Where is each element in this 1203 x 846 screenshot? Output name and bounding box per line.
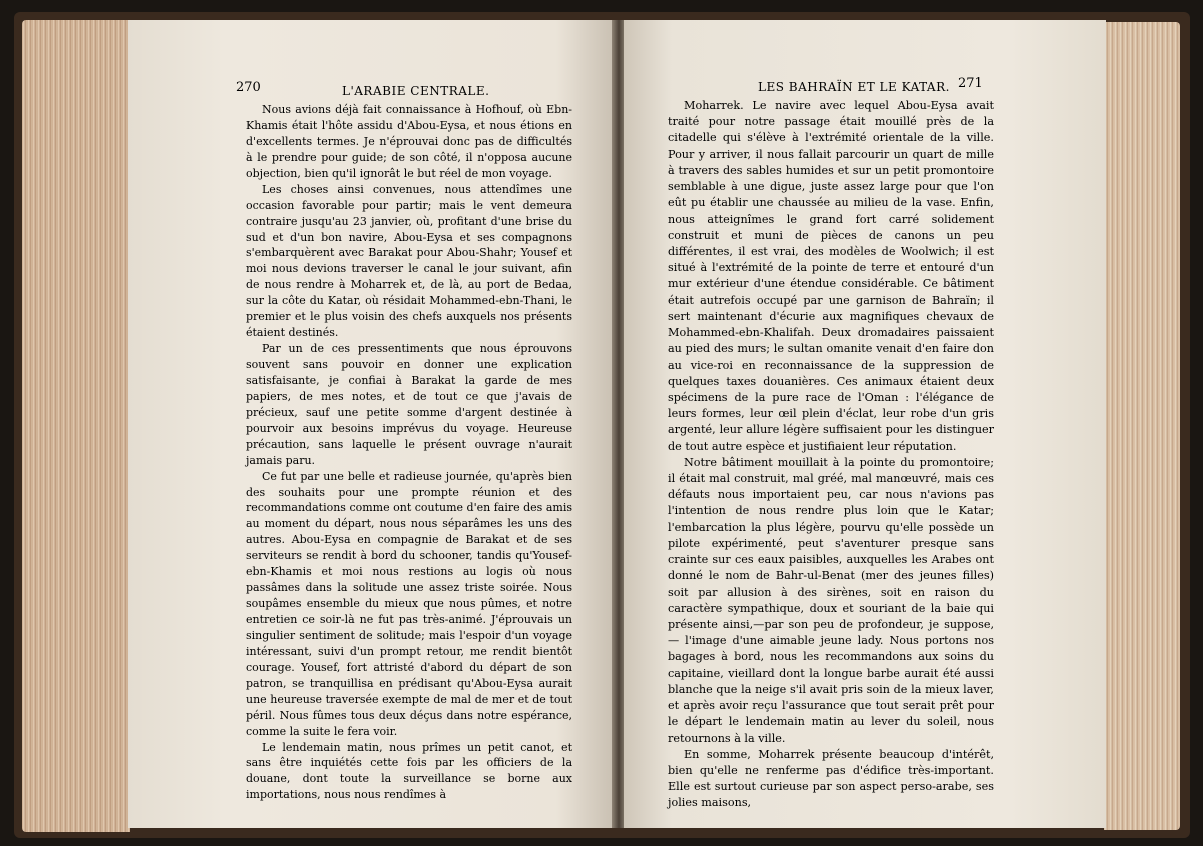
paragraph: Ce fut par une belle et radieuse journée, qu'après bien des souhaits pour une prompte réunion et des recommandations comme ont coutume d'en faire des amis au moment du départ, nous nous séparâmes les uns des autres. Abou-Eysa en compagnie de Barakat et de ses serviteurs se rendit à bord du schooner, tandis qu'Yousef-ebn-Khamis et moi nous restions au logis où nous passâmes dans la solitude une assez triste soirée. Nous soupâmes ensemble du mieux que nous pûmes, et notre entretien ce soir-là ne fut pas très-animé. J'éprouvais un singulier sentiment de solitude; mais l'espoir d'un voyage intéressant, suivi d'un prompt retour, me rendit bientôt courage. Yousef, fort attristé d'abord du départ de son patron, se tranquillisa en prédisant qu'Abou-Eysa aurait une heureuse traversée exempte de mal de mer et de tout péril. Nous fûmes tous deux déçus dans notre espérance, comme la suite le fera voir. (246, 469, 572, 738)
paragraph: Par un de ces pressentiments que nous éprouvons souvent sans pouvoir en donner une explication satisfaisante, je confiai à Barakat la garde de mes papiers, de mes notes, et de tout ce que j'avais de précieux, sauf une petite somme d'argent destinée à pourvoir aux besoins imprévus du voyage. Heureuse précaution, sans laquelle le présent ouvrage n'aurait jamais paru. (246, 342, 572, 467)
paragraph: Notre bâtiment mouillait à la pointe du promontoire; il était mal construit, mal gréé, mal manœuvré, mais ces défauts nous importaient peu, car nous n'avions pas l'intention de nous rendre plus loin que le Katar; l'embarcation la plus légère, pourvu qu'elle possède un pilote expérimenté, peut s'aventurer presque sans crainte sur ces eaux paisibles, auxquelles les Arabes ont donné le nom de Bahr-ul-Benat (mer des jeunes filles) soit par allusion à des sirènes, soit en raison du caractère sympathique, doux et souriant de la baie qui présente ainsi,—par son peu de profondeur, je suppose, — l'image d'une aimable jeune lady. Nous portons nos bagages à bord, nous les recommandons aux soins du capitaine, vieillard dont la longue barbe aurait été aussi blanche que la neige s'il avait pris soin de la mieux laver, et après avoir reçu l'assurance que tout serait prêt pour le départ le lendemain matin au lever du soleil, nous retournons à la ville. (668, 455, 994, 745)
page-edges-right (1104, 22, 1180, 830)
paragraph: Nous avions déjà fait connaissance à Hofhouf, où Ebn-Khamis était l'hôte assidu d'Abou-Eysa, et nous étions en d'excellents termes. Je n'éprouvai donc pas de difficultés à le prendre pour guide; de son côté, il n'opposa aucune objection, bien qu'il ignorât le but réel de mon voyage. (246, 103, 572, 180)
paragraph: Moharrek. Le navire avec lequel Abou-Eysa avait traité pour notre passage était mouillé près de la citadelle qui s'élève à l'extrémité orientale de la ville. Pour y arriver, il nous fallait parcourir un quart de mille à travers des sables humides et sur un petit promontoire semblable à une digue, juste assez large pour que l'on eût pu établir une chaussée au milieu de la vase. Enfin, nous atteignîmes le grand fort carré solidement construit et muni de pièces de canons un peu différentes, il est vrai, des modèles de Woolwich; il est situé à l'extrémité de la pointe de terre et entouré d'un mur extérieur d'une étendue considérable. Ce bâtiment était autrefois occupé par une garnison de Bahraïn; il sert maintenant d'écurie aux magnifiques chevaux de Mohammed-ebn-Khalifah. Deux dromadaires paissaient au pied des murs; le sultan omanite venait d'en faire don au vice-roi en reconnaissance de la suppression de quelques taxes douanières. Ces animaux étaient deux spécimens de la pure race de l'Oman : l'élégance de leurs formes, leur œil plein d'éclat, leur robe d'un gris argenté, leur allure légère suffisaient pour les distinguer de tout autre espèce et justifiaient leur réputation. (668, 99, 994, 453)
left-running-head: L'ARABIE CENTRALE. (342, 84, 490, 98)
right-page-number: 271 (958, 76, 983, 91)
paragraph: En somme, Moharrek présente beaucoup d'intérêt, bien qu'elle ne renferme pas d'édifice très-important. Elle est surtout curieuse par son aspect perso-arabe, ses jolies maisons, (668, 747, 994, 810)
left-body-text (246, 102, 572, 803)
right-body-text (668, 98, 994, 812)
page-edges-left (22, 20, 130, 832)
paragraph: Les choses ainsi convenues, nous attendîmes une occasion favorable pour partir; mais le vent demeura contraire jusqu'au 23 janvier, où, profitant d'une brise du sud et d'un bon navire, Abou-Eysa et ses compagnons s'embarquèrent avec Barakat pour Abou-Shahr; Yousef et moi nous devions traverser le canal le jour suivant, afin de nous rendre à Moharrek et, de là, au port de Bedaa, sur la côte du Katar, où résidait Mohammed-ebn-Thani, le premier et le plus voisin des chefs auxquels nos présents étaient destinés. (246, 182, 572, 340)
paragraph: Le lendemain matin, nous prîmes un petit canot, et sans être inquiétés cette fois par les officiers de la douane, dont toute la surveillance se borne aux importations, nous nous rendîmes à (246, 740, 572, 802)
right-running-head: LES BAHRAÏN ET LE KATAR. (758, 80, 950, 94)
left-page-number: 270 (236, 80, 261, 95)
